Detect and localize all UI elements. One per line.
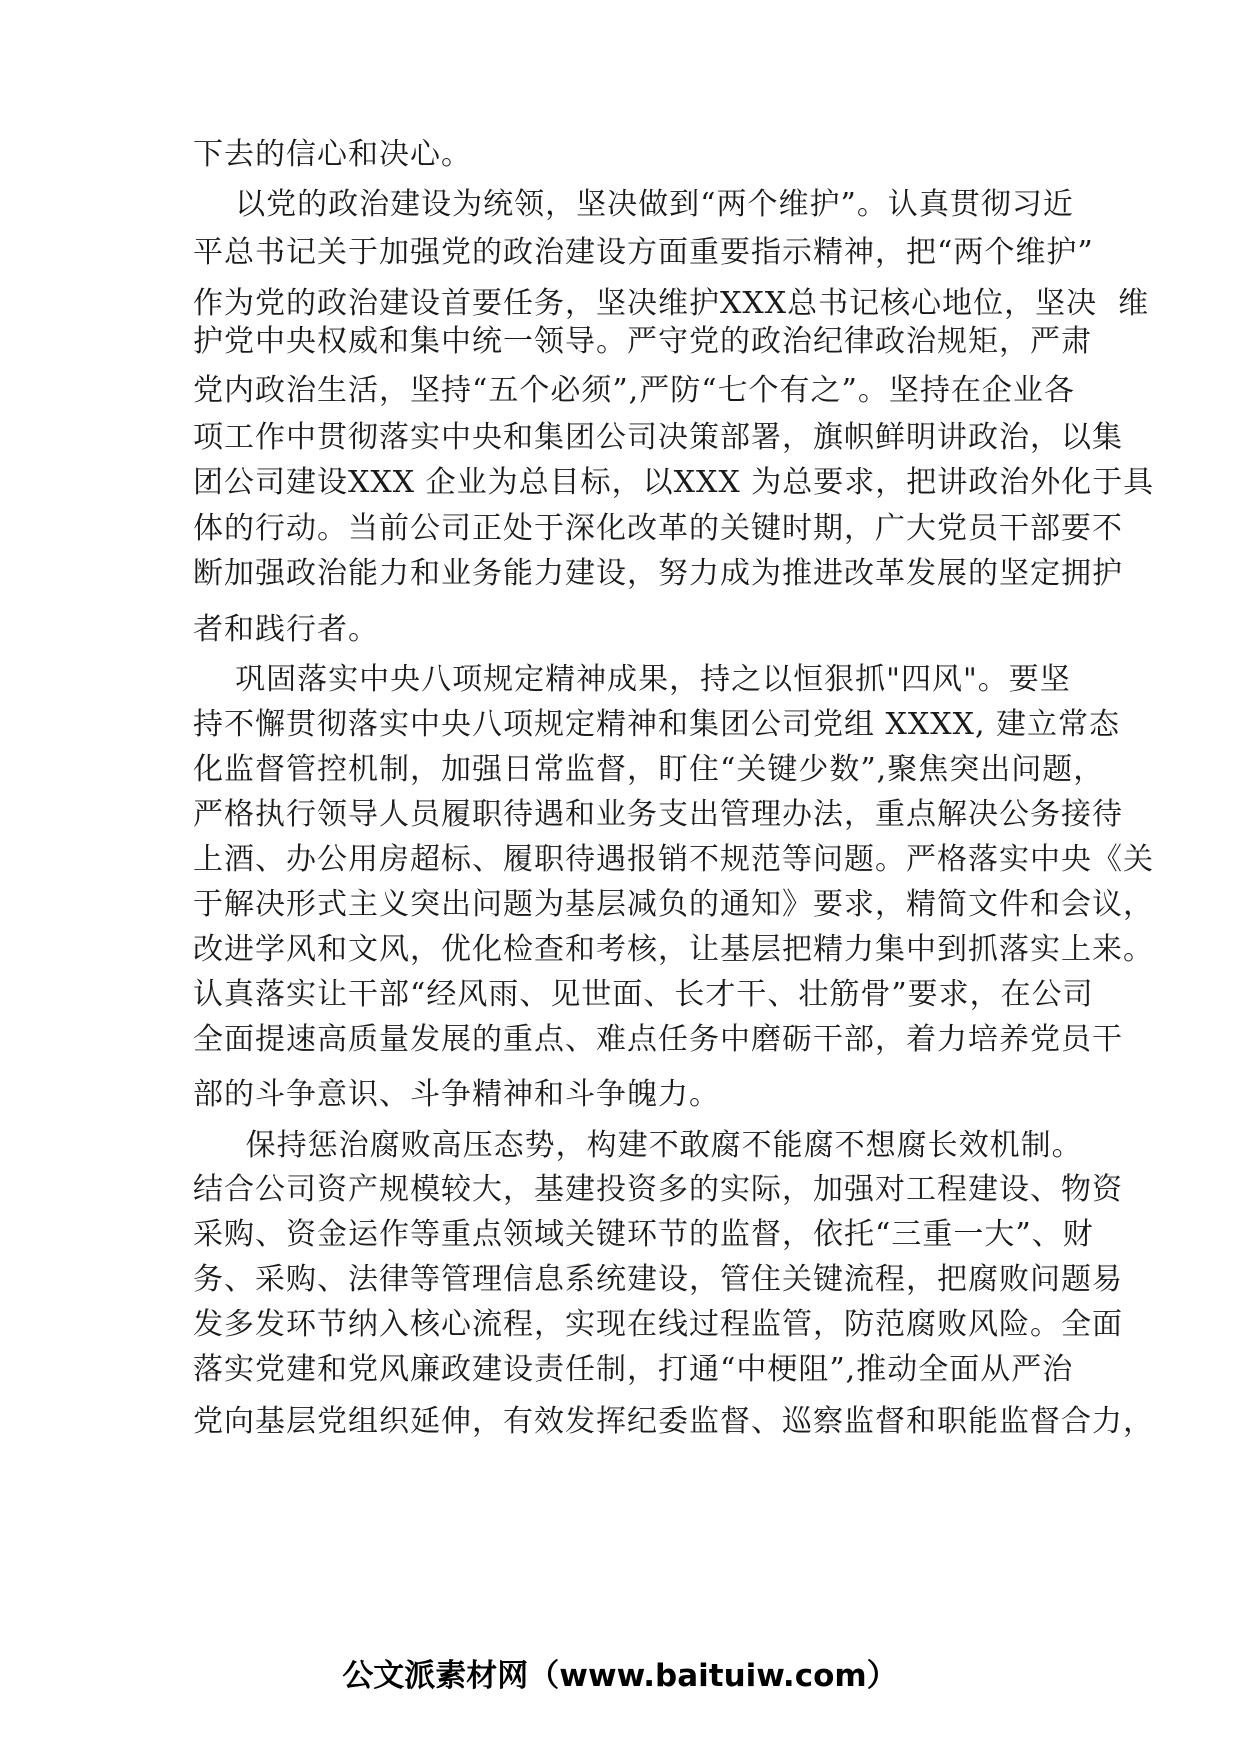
text-line: 体的行动。当前公司正处于深化改革的关键时期，广大党员干部要不 <box>193 511 1123 546</box>
text-line: 团公司建设XXX 企业为总目标，以XXX 为总要求，把讲政治外化于具 <box>193 465 1155 500</box>
text-line: 断加强政治能力和业务能力建设，努力成为推进改革发展的坚定拥护 <box>193 556 1123 591</box>
text-line: 全面提速高质量发展的重点、难点任务中磨砺干部，着力培养党员干 <box>193 1022 1123 1057</box>
footer-watermark: 公文派素材网（www.baituiw.com） <box>342 1658 898 1694</box>
text-line: 下去的信心和决心。 <box>193 137 472 172</box>
text-line: 作为党的政治建设首要任务，坚决维护XXX总书记核心地位，坚决 维 <box>193 286 1150 321</box>
text-line: 落实党建和党风廉政建设责任制，打通“中梗阻”,推动全面从严治 <box>193 1352 1074 1387</box>
text-line: 上酒、办公用房超标、履职待遇报销不规范等问题。严格落实中央《关 <box>193 842 1154 877</box>
text-line: 项工作中贯彻落实中央和集团公司决策部署，旗帜鲜明讲政治，以集 <box>193 420 1123 455</box>
text-line: 改进学风和文风，优化检查和考核，让基层把精力集中到抓落实上来。 <box>193 932 1154 967</box>
text-line: 者和践行者。 <box>193 612 379 647</box>
text-line: 党内政治生活，坚持“五个必须”,严防“七个有之”。坚持在企业各 <box>193 373 1075 408</box>
text-line: 平总书记关于加强党的政治建设方面重要指示精神，把“两个维护” <box>193 235 1094 270</box>
text-line: 发多发环节纳入核心流程，实现在线过程监管，防范腐败风险。全面 <box>193 1307 1123 1342</box>
text-line: 认真落实让干部“经风雨、见世面、长才干、壮筋骨”要求，在公司 <box>193 977 1094 1012</box>
text-line: 保持惩治腐败高压态势，构建不敢腐不能腐不想腐长效机制。 <box>193 1128 1083 1163</box>
text-line: 党向基层党组织延伸，有效发挥纪委监督、巡察监督和职能监督合力， <box>193 1404 1154 1439</box>
text-line: 部的斗争意识、斗争精神和斗争魄力。 <box>193 1077 720 1112</box>
text-line: 于解决形式主义突出问题为基层减负的通知》要求，精简文件和会议， <box>193 887 1154 922</box>
text-line: 化监督管控机制，加强日常监督，盯住“关键少数”,聚焦突出问题， <box>193 752 1105 787</box>
text-line: 采购、资金运作等重点领域关键环节的监督，依托“三重一大”、财 <box>193 1217 1094 1252</box>
text-line: 以党的政治建设为统领，坚决做到“两个维护”。认真贯彻习近 <box>193 187 1074 222</box>
text-line: 护党中央权威和集中统一领导。严守党的政治纪律政治规矩，严肃 <box>193 324 1092 359</box>
text-line: 严格执行领导人员履职待遇和业务支出管理办法，重点解决公务接待 <box>193 797 1123 832</box>
text-line: 结合公司资产规模较大，基建投资多的实际，加强对工程建设、物资 <box>193 1172 1123 1207</box>
text-line: 巩固落实中央八项规定精神成果，持之以恒狠抓"四风"。要坚 <box>193 662 1071 697</box>
text-line: 持不懈贯彻落实中央八项规定精神和集团公司党组 XXXX, 建立常态 <box>193 707 1121 742</box>
text-line: 务、采购、法律等管理信息系统建设，管住关键流程，把腐败问题易 <box>193 1262 1123 1297</box>
